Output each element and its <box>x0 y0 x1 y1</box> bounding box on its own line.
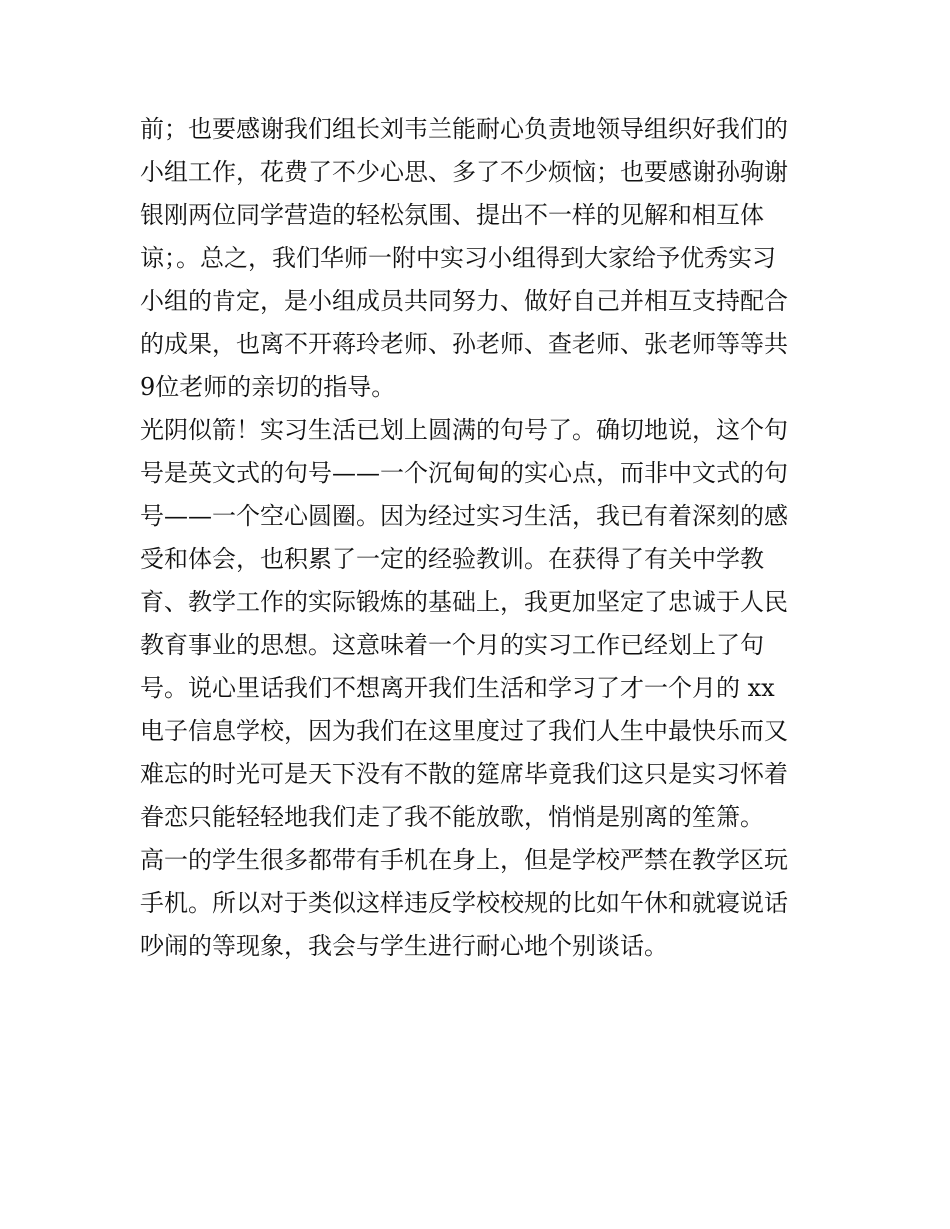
text-line: 受和体会，也积累了一定的经验教训。在获得了有关中学教 <box>140 545 764 573</box>
text-line: 小组工作，花费了不少心思、多了不少烦恼；也要感谢孙驹谢 <box>140 158 788 186</box>
text-line: 号。说心里话我们不想离开我们生活和学习了才一个月的 xx <box>140 674 775 702</box>
text-line: 小组的肯定，是小组成员共同努力、做好自己并相互支持配合 <box>140 287 788 315</box>
text-line: 的成果，也离不开蒋玲老师、孙老师、查老师、张老师等等共 <box>140 330 788 358</box>
text-line: 9位老师的亲切的指导。 <box>140 373 396 401</box>
text-line: 教育事业的思想。这意味着一个月的实习工作已经划上了句 <box>140 631 764 659</box>
text-line: 号——一个空心圆圈。因为经过实习生活，我已有着深刻的感 <box>140 502 788 530</box>
text-line: 眷恋只能轻轻地我们走了我不能放歌，悄悄是别离的笙箫。 <box>140 803 764 831</box>
paragraph-1 <box>140 108 820 409</box>
text-line: 电子信息学校，因为我们在这里度过了我们人生中最快乐而又 <box>140 717 788 745</box>
text-line: 高一的学生很多都带有手机在身上，但是学校严禁在教学区玩 <box>140 846 788 874</box>
text-line: 银刚两位同学营造的轻松氛围、提出不一样的见解和相互体 <box>140 201 764 229</box>
text-line: 吵闹的等现象，我会与学生进行耐心地个别谈话。 <box>140 932 668 960</box>
text-line: 育、教学工作的实际锻炼的基础上，我更加坚定了忠诚于人民 <box>140 588 788 616</box>
text-line: 谅；。总之，我们华师一附中实习小组得到大家给予优秀实习 <box>140 244 776 272</box>
text-line: 手机。所以对于类似这样违反学校校规的比如午休和就寝说话 <box>140 889 788 917</box>
text-line: 号是英文式的句号——一个沉甸甸的实心点，而非中文式的句 <box>140 459 788 487</box>
text-line: 光阴似箭！实习生活已划上圆满的句号了。确切地说，这个句 <box>140 416 788 444</box>
text-line: 前；也要感谢我们组长刘韦兰能耐心负责地领导组织好我们的 <box>140 115 788 143</box>
text-line: 难忘的时光可是天下没有不散的筵席毕竟我们这只是实习怀着 <box>140 760 788 788</box>
paragraph-2 <box>140 409 820 839</box>
document-body <box>140 108 820 968</box>
paragraph-3 <box>140 839 820 968</box>
